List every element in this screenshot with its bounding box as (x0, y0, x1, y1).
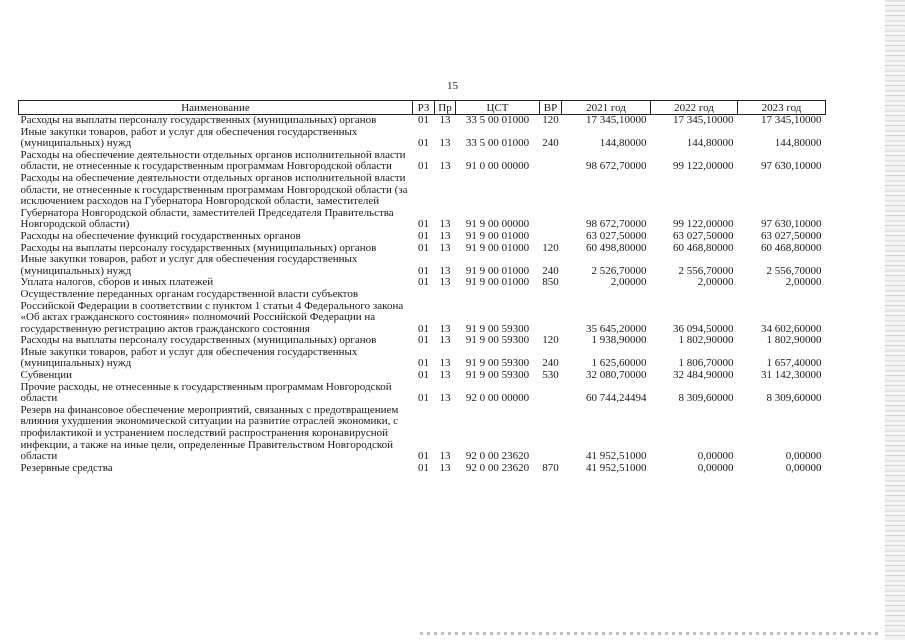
header-vr: ВР (540, 101, 562, 115)
row-name: Расходы на выплаты персоналу государственных (муниципальных) органов (20, 334, 377, 347)
row-2021: 41 952,51000 (586, 461, 647, 474)
row-2022: 8 309,60000 (678, 392, 734, 405)
row-2023: 2 556,70000 (766, 264, 822, 277)
row-cst: 91 9 00 59300 (465, 369, 530, 382)
row-rz: 01 (418, 160, 429, 173)
row-name: Расходы на выплаты персоналу государственных (муниципальных) органов (20, 114, 377, 126)
row-vr: 120 (542, 241, 559, 254)
row-2021: 35 645,20000 (586, 322, 647, 335)
row-vr: 120 (542, 334, 559, 347)
row-2021: 98 672,70000 (586, 218, 647, 231)
table-row (19, 173, 826, 231)
row-vr: 240 (542, 357, 559, 370)
scan-edge-artifact (885, 0, 905, 640)
row-cst: 33 5 00 01000 (465, 137, 530, 150)
row-name: Прочие расходы, не отнесенные к государственным программам Новгородской области (20, 380, 392, 405)
row-2022: 17 345,10000 (673, 114, 734, 126)
table-row (19, 382, 826, 405)
row-2023: 1 802,90000 (766, 334, 822, 347)
row-rz: 01 (418, 369, 429, 382)
row-2023: 0,00000 (785, 450, 822, 463)
row-2023: 1 657,40000 (766, 357, 822, 370)
row-vr: 850 (542, 276, 559, 289)
row-2023: 97 630,10000 (761, 160, 822, 173)
table-row (19, 463, 826, 475)
row-name: Субвенции (20, 369, 73, 382)
row-cst: 91 9 00 01000 (465, 276, 530, 289)
row-2022: 63 027,50000 (673, 229, 734, 242)
row-pr: 13 (439, 229, 451, 242)
row-2021: 2 526,70000 (591, 264, 647, 277)
row-rz: 01 (418, 264, 429, 277)
row-2022: 0,00000 (697, 450, 734, 463)
row-pr: 13 (439, 334, 451, 347)
row-name: Резервные средства (20, 461, 113, 474)
row-pr: 13 (439, 160, 451, 173)
row-cst: 92 0 00 23620 (465, 450, 530, 463)
row-name: Расходы на выплаты персоналу государственных (муниципальных) органов (20, 241, 377, 254)
row-rz: 01 (418, 229, 429, 242)
row-2022: 60 468,80000 (673, 241, 734, 254)
row-cst: 92 0 00 00000 (465, 392, 530, 405)
row-rz: 01 (418, 392, 429, 405)
row-2023: 60 468,80000 (761, 241, 822, 254)
table-row (19, 150, 826, 173)
row-name: Резерв на финансовое обеспечение мероприятий, связанных с предотвращением влияния ухудшения экономической ситуации на развитие отраслей экономики, с профилактикой и устранением последствий распространения коронавирусной инфекции, а также на иные цели, определенные Правительством Новгородской области (20, 403, 399, 463)
row-2023: 2,00000 (785, 276, 822, 289)
row-rz: 01 (418, 276, 429, 289)
row-rz: 01 (418, 218, 429, 231)
row-rz: 01 (418, 322, 429, 335)
row-rz: 01 (418, 334, 429, 347)
row-rz: 01 (418, 137, 429, 150)
row-pr: 13 (439, 218, 451, 231)
row-cst: 91 9 00 59300 (465, 357, 530, 370)
row-2022: 0,00000 (697, 461, 734, 474)
table-header-row (19, 101, 826, 115)
row-cst: 91 9 00 59300 (465, 334, 530, 347)
row-pr: 13 (439, 369, 451, 382)
table-body (19, 115, 826, 475)
row-2022: 1 802,90000 (678, 334, 734, 347)
row-cst: 91 9 00 01000 (465, 241, 530, 254)
row-2022: 2,00000 (697, 276, 734, 289)
row-name: Осуществление переданных органам государственной власти субъектов Российской Федерации в соответствии с пунктом 1 статьи 4 Федерального закона «Об актах гражданского состояния» полномочий Российской Федерации на государственную регистрацию актов гражданского состояния (20, 287, 404, 335)
header-rz: РЗ (413, 101, 435, 115)
row-vr (540, 150, 562, 173)
header-cst: ЦСТ (456, 101, 540, 115)
page-number: 15 (447, 80, 458, 92)
row-vr: 240 (542, 137, 559, 150)
row-rz: 01 (418, 357, 429, 370)
row-2023: 0,00000 (785, 461, 822, 474)
row-vr (540, 173, 562, 231)
row-name: Уплата налогов, сборов и иных платежей (20, 276, 214, 289)
row-cst: 33 5 00 01000 (465, 114, 530, 126)
row-cst: 92 0 00 23620 (465, 461, 530, 474)
row-name: Иные закупки товаров, работ и услуг для обеспечения государственных (муниципальных) нужд (20, 125, 358, 150)
table-row (19, 347, 826, 370)
row-vr (540, 382, 562, 405)
table-row (19, 254, 826, 277)
row-cst: 91 9 00 00000 (465, 218, 530, 231)
row-pr: 13 (439, 241, 451, 254)
header-2022: 2022 год (651, 101, 738, 115)
header-pr: Пр (435, 101, 456, 115)
row-cst: 91 9 00 59300 (465, 322, 530, 335)
scan-bottom-artifact (420, 632, 880, 635)
row-2022: 99 122,00000 (673, 218, 734, 231)
row-2023: 144,80000 (774, 137, 822, 150)
row-2022: 2 556,70000 (678, 264, 734, 277)
row-2022: 36 094,50000 (673, 322, 734, 335)
row-name: Расходы на обеспечение функций государственных органов (20, 229, 301, 242)
table-row (19, 370, 826, 382)
budget-table (18, 100, 826, 474)
row-2021: 1 625,60000 (591, 357, 647, 370)
row-2023: 8 309,60000 (766, 392, 822, 405)
row-pr: 13 (439, 357, 451, 370)
row-pr: 13 (439, 114, 451, 126)
header-name: Наименование (19, 101, 413, 115)
row-2021: 60 498,80000 (586, 241, 647, 254)
row-2022: 144,80000 (686, 137, 734, 150)
row-2023: 34 602,60000 (761, 322, 822, 335)
row-pr: 13 (439, 392, 451, 405)
row-2021: 98 672,70000 (586, 160, 647, 173)
table-row (19, 405, 826, 463)
row-rz: 01 (418, 450, 429, 463)
row-vr: 240 (542, 264, 559, 277)
row-vr: 120 (542, 114, 559, 126)
row-2021: 17 345,10000 (586, 114, 647, 126)
row-2021: 32 080,70000 (586, 369, 647, 382)
row-2023: 31 142,30000 (761, 369, 822, 382)
table-row (19, 127, 826, 150)
row-rz: 01 (418, 241, 429, 254)
row-2022: 1 806,70000 (678, 357, 734, 370)
row-cst: 91 9 00 01000 (465, 229, 530, 242)
row-name: Иные закупки товаров, работ и услуг для обеспечения государственных (муниципальных) нужд (20, 345, 358, 370)
row-pr: 13 (439, 450, 451, 463)
row-2021: 60 744,24494 (586, 392, 647, 405)
row-rz: 01 (418, 114, 429, 126)
row-name: Расходы на обеспечение деятельности отдельных органов исполнительной власти области, не отнесенные к государственным программам Новгородской области (за исключением расходов на Губернатора Новгородской области, заместителей Губернатора Новгородской области, заместителей Председателя Правительства Новгородской области) (20, 171, 408, 231)
table-row (19, 115, 826, 127)
row-name: Иные закупки товаров, работ и услуг для обеспечения государственных (муниципальных) нужд (20, 253, 358, 277)
header-2023: 2023 год (738, 101, 826, 115)
row-vr (540, 231, 562, 243)
table-row (19, 231, 826, 243)
row-pr: 13 (439, 322, 451, 335)
table-row (19, 289, 826, 335)
row-vr: 530 (542, 369, 559, 382)
row-2021: 63 027,50000 (586, 229, 647, 242)
row-cst: 91 9 00 01000 (465, 264, 530, 277)
row-pr: 13 (439, 137, 451, 150)
row-cst: 91 0 00 00000 (465, 160, 530, 173)
row-pr: 13 (439, 461, 451, 474)
row-2023: 63 027,50000 (761, 229, 822, 242)
row-2021: 1 938,90000 (591, 334, 647, 347)
row-2021: 41 952,51000 (586, 450, 647, 463)
row-pr: 13 (439, 264, 451, 277)
row-vr (540, 289, 562, 335)
header-2021: 2021 год (562, 101, 651, 115)
row-pr: 13 (439, 276, 451, 289)
row-rz: 01 (418, 461, 429, 474)
row-vr: 870 (542, 461, 559, 474)
row-name: Расходы на обеспечение деятельности отдельных органов исполнительной власти области, не отнесенные к государственным программам Новгородской области (20, 148, 406, 173)
row-2022: 32 484,90000 (673, 369, 734, 382)
row-vr (540, 405, 562, 463)
row-2022: 99 122,00000 (673, 160, 734, 173)
row-2021: 2,00000 (610, 276, 647, 289)
row-2023: 17 345,10000 (761, 114, 822, 126)
row-2021: 144,80000 (599, 137, 647, 150)
row-2023: 97 630,10000 (761, 218, 822, 231)
